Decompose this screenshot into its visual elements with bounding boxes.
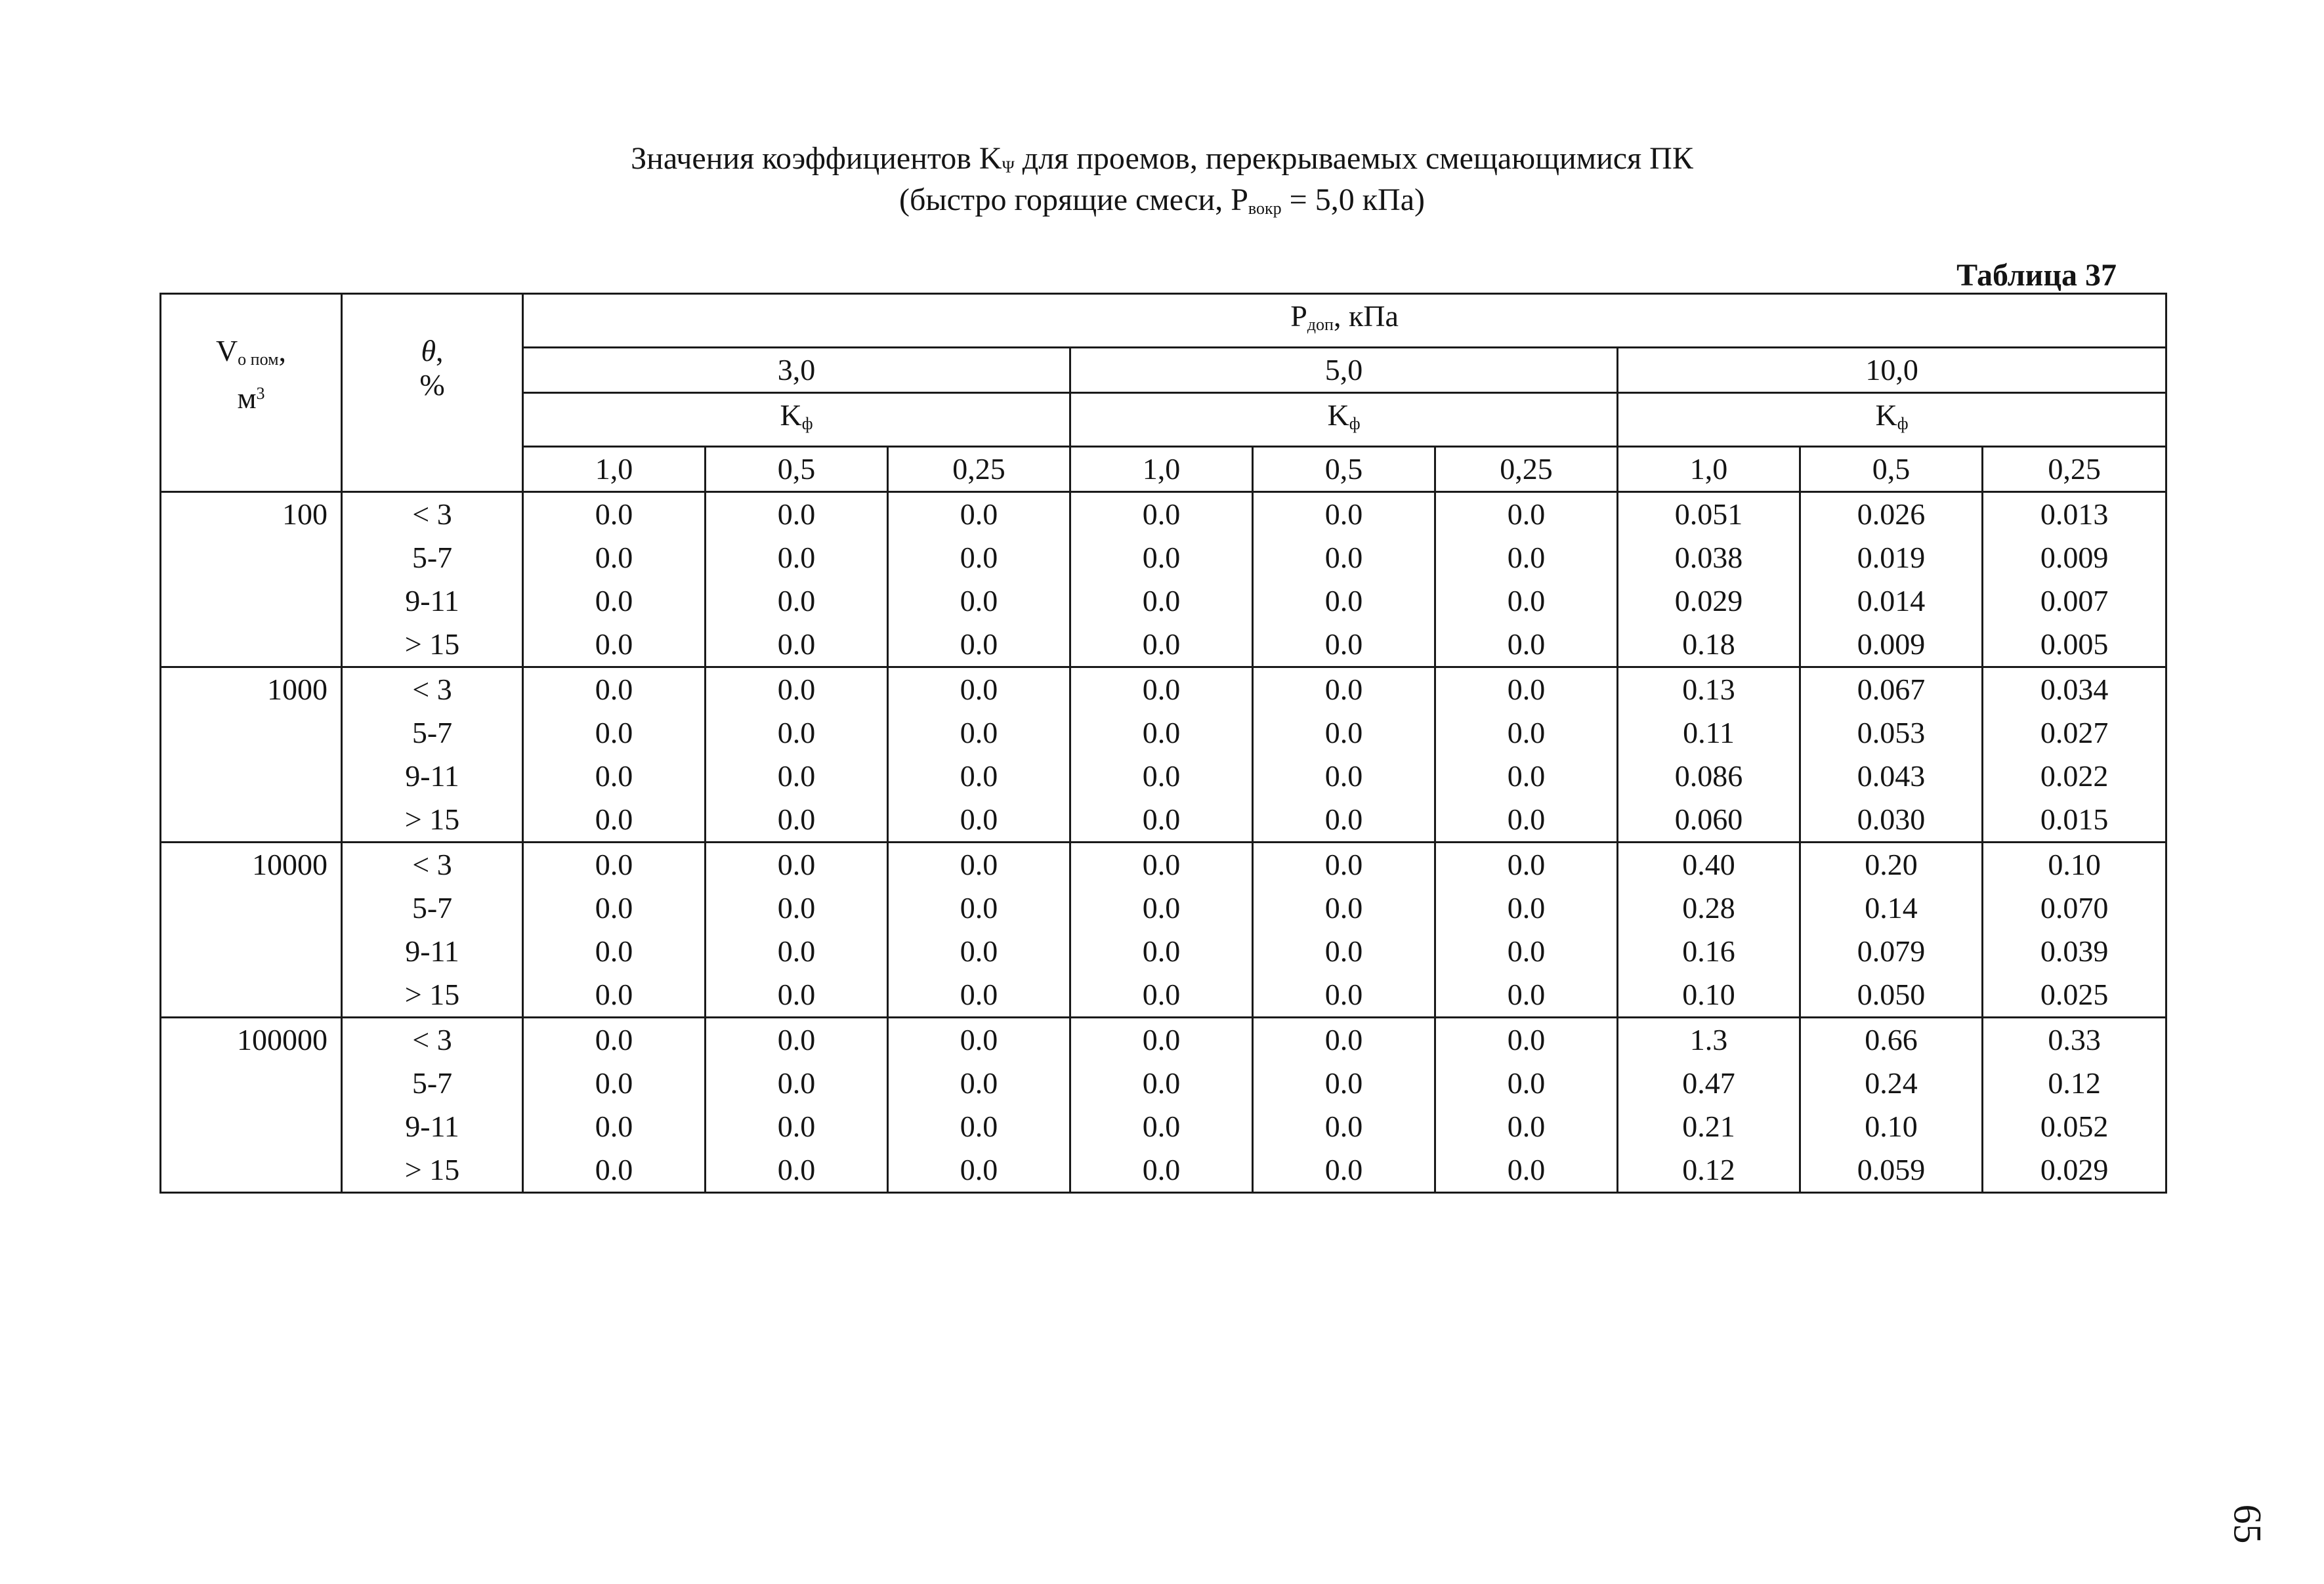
coefficient-value: 0.060 [1674,802,1743,836]
pressure-header-subscript: доп [1307,315,1334,334]
coefficient-value: 0.0 [595,1153,633,1186]
theta-value: 5-7 [412,716,453,749]
coefficient-value: 0.0 [960,627,998,661]
coefficient-value: 0.014 [1857,584,1926,617]
k-value-header: 0,25 [1983,447,2166,492]
volume-header-unit-exponent: 3 [256,384,265,403]
title-line-1-text: Значения коэффициентов K [631,141,1002,176]
coefficient-value: 0.24 [1865,1066,1918,1100]
coefficient-value: 0.0 [1142,891,1181,925]
coefficient-value: 0.0 [595,802,633,836]
coefficient-value: 0.0 [595,716,633,749]
coefficient-value: 0.0 [1142,848,1181,881]
coefficient-cell [706,667,888,843]
coefficient-value: 0.0 [1142,1153,1181,1186]
coefficient-value: 0.0 [1324,541,1363,574]
coefficient-value: 0.0 [1507,978,1546,1011]
coefficient-value: 0.0 [777,891,816,925]
coefficient-value: 0.0 [1507,802,1546,836]
coefficient-value: 0.0 [1142,673,1181,706]
coefficient-value: 0.030 [1857,802,1926,836]
coefficient-value: 0.0 [1507,891,1546,925]
theta-value: 5-7 [412,541,453,574]
coefficient-value: 0.0 [777,1153,816,1186]
coefficient-value: 0.0 [1142,716,1181,749]
coefficient-value: 0.0 [595,848,633,881]
coefficient-value: 0.0 [1324,848,1363,881]
coefficient-value: 0.0 [960,1153,998,1186]
theta-value: 5-7 [412,1066,453,1100]
theta-value: > 15 [404,978,460,1011]
coefficient-cell [1070,667,1253,843]
coefficient-cell [1435,492,1618,667]
title-line-1-rest: для проемов, перекрываемых смещающимися ПК [1014,141,1693,176]
pressure-header-symbol: P [1290,299,1307,333]
coefficient-value: 0.28 [1682,891,1735,925]
coefficient-cell [1253,492,1435,667]
coefficient-value: 0.12 [2048,1066,2101,1100]
coefficient-cell [888,492,1070,667]
k-value-header: 1,0 [1618,447,1800,492]
table-header [161,294,2166,492]
coefficient-value: 0.0 [777,848,816,881]
theta-value: > 15 [404,627,460,661]
coefficient-cell [1800,667,1983,843]
coefficient-cell [1253,843,1435,1018]
coefficient-value: 0.0 [777,1110,816,1143]
k-label-header [1070,393,1618,447]
coefficient-value: 0.20 [1865,848,1918,881]
coefficient-cell [1435,667,1618,843]
coefficient-value: 0.0 [960,1023,998,1056]
coefficient-value: 0.0 [595,673,633,706]
volume-column-header [161,294,342,492]
coefficient-cell [888,1018,1070,1193]
coefficient-value: 0.059 [1857,1153,1926,1186]
theta-cell [342,843,523,1018]
title-line-2 [0,180,2324,228]
volume-header-subscript: о пом [238,350,279,369]
coefficient-value: 0.10 [2048,848,2101,881]
pressure-value-header: 3,0 [523,348,1070,393]
coefficient-value: 0.0 [960,673,998,706]
coefficient-cell [888,667,1070,843]
coefficient-value: 0.0 [1324,978,1363,1011]
coefficient-value: 0.0 [960,1110,998,1143]
k-header-subscript: ф [1349,414,1361,433]
coefficient-value: 0.0 [777,978,816,1011]
coefficient-value: 0.0 [595,978,633,1011]
coefficient-cell [888,843,1070,1018]
coefficient-value: 0.038 [1674,541,1743,574]
coefficient-value: 0.12 [1682,1153,1735,1186]
coefficient-value: 0.086 [1674,759,1743,793]
table-row [161,1018,2166,1193]
table-number-label: Таблица 37 [1956,258,2117,293]
coefficient-value: 0.47 [1682,1066,1735,1100]
coefficient-value: 0.0 [777,716,816,749]
k-header-subscript: ф [1897,414,1909,433]
coefficient-value: 0.0 [1142,541,1181,574]
coefficient-value: 0.0 [1507,673,1546,706]
coefficient-value: 0.0 [960,1066,998,1100]
coefficient-cell [1618,667,1800,843]
coefficient-value: 0.029 [1674,584,1743,617]
k-value-header: 0,25 [888,447,1070,492]
coefficient-value: 0.13 [1682,673,1735,706]
volume-value: 100000 [237,1023,327,1056]
coefficient-value: 0.0 [777,1066,816,1100]
coefficient-cell [1618,843,1800,1018]
theta-value: 9-11 [405,934,459,968]
coefficient-value: 0.14 [1865,891,1918,925]
coefficient-value: 0.0 [1324,673,1363,706]
coefficient-value: 0.0 [1324,934,1363,968]
coefficient-value: 0.0 [960,759,998,793]
coefficient-value: 0.022 [2040,759,2109,793]
coefficient-value: 0.0 [777,934,816,968]
coefficient-cell [1070,843,1253,1018]
coefficient-value: 0.0 [1324,759,1363,793]
coefficient-value: 0.067 [1857,673,1926,706]
coefficient-value: 0.005 [2040,627,2109,661]
coefficient-value: 0.0 [1507,1066,1546,1100]
coefficient-value: 0.0 [1324,1066,1363,1100]
pressure-group-header [523,294,2166,348]
coefficient-value: 0.015 [2040,802,2109,836]
coefficient-cell [1070,492,1253,667]
coefficient-value: 0.0 [1324,1153,1363,1186]
theta-value: 5-7 [412,891,453,925]
theta-value: 9-11 [405,759,459,793]
coefficient-value: 0.0 [777,497,816,531]
coefficient-value: 0.0 [1324,497,1363,531]
coefficient-cell [1983,667,2166,843]
theta-value: < 3 [412,1023,452,1056]
pressure-value-header: 10,0 [1618,348,2166,393]
theta-cell [342,1018,523,1193]
title-line-2-subscript: вокр [1248,199,1282,218]
coefficient-cell [1983,492,2166,667]
coefficient-value: 0.0 [1507,848,1546,881]
coefficient-cell [706,1018,888,1193]
coefficient-value: 0.0 [1142,1066,1181,1100]
coefficient-value: 0.0 [777,759,816,793]
coefficient-value: 0.043 [1857,759,1926,793]
volume-cell [161,492,342,667]
coefficient-value: 0.0 [595,759,633,793]
theta-value: < 3 [412,673,452,706]
table-body [161,492,2166,1193]
coefficient-value: 0.10 [1682,978,1735,1011]
coefficient-value: 0.0 [960,934,998,968]
coefficient-value: 0.0 [595,1023,633,1056]
volume-cell [161,843,342,1018]
coefficient-value: 0.0 [595,497,633,531]
coefficient-cell [1070,1018,1253,1193]
coefficient-value: 0.0 [1324,1023,1363,1056]
volume-value: 1000 [267,673,327,706]
coefficient-cell [523,843,706,1018]
coefficient-value: 0.009 [1857,627,1926,661]
volume-value: 100 [282,497,327,531]
coefficient-value: 0.21 [1682,1110,1735,1143]
coefficient-value: 0.0 [1142,802,1181,836]
volume-header-comma: , [278,334,287,367]
coefficient-value: 0.0 [1507,934,1546,968]
coefficient-cell [523,492,706,667]
coefficient-value: 0.10 [1865,1110,1918,1143]
coefficient-cell [1983,1018,2166,1193]
coefficient-value: 0.019 [1857,541,1926,574]
coefficient-value: 0.0 [1324,584,1363,617]
coefficient-value: 0.051 [1674,497,1743,531]
table-row [161,667,2166,843]
coefficient-cell [1618,1018,1800,1193]
coefficient-value: 0.0 [1507,1023,1546,1056]
theta-cell [342,667,523,843]
coefficient-value: 0.66 [1865,1023,1918,1056]
coefficient-cell [523,1018,706,1193]
coefficient-value: 0.039 [2040,934,2109,968]
theta-value: 9-11 [405,1110,459,1143]
coefficient-value: 0.0 [1324,1110,1363,1143]
coefficient-value: 0.0 [1142,1110,1181,1143]
theta-header-symbol: θ [421,334,436,367]
coefficient-cell [1983,843,2166,1018]
theta-value: < 3 [412,497,452,531]
coefficient-value: 0.007 [2040,584,2109,617]
coefficient-cell [523,667,706,843]
coefficient-value: 0.0 [1142,627,1181,661]
coefficient-value: 0.11 [1683,716,1735,749]
coefficient-cell [1435,1018,1618,1193]
coefficient-value: 0.027 [2040,716,2109,749]
k-label-header [1618,393,2166,447]
coefficient-value: 0.0 [1507,627,1546,661]
coefficient-cell [1253,1018,1435,1193]
coefficient-value: 0.0 [1507,497,1546,531]
coefficient-value: 0.0 [595,934,633,968]
coefficient-value: 0.009 [2040,541,2109,574]
k-label-header [523,393,1070,447]
k-value-header: 0,5 [1253,447,1435,492]
coefficient-value: 0.0 [777,541,816,574]
coefficient-table [159,293,2167,1194]
page-number: 65 [2226,1504,2270,1544]
coefficient-value: 0.0 [777,627,816,661]
title-line-1-subscript: Ψ [1002,157,1015,177]
theta-value: > 15 [404,802,460,836]
coefficient-value: 0.0 [777,802,816,836]
volume-header-symbol: V [215,334,238,367]
coefficient-value: 1.3 [1689,1023,1728,1056]
theta-column-header [342,294,523,492]
k-header-symbol: K [1875,398,1897,432]
coefficient-value: 0.050 [1857,978,1926,1011]
k-header-subscript: ф [801,414,813,433]
coefficient-value: 0.0 [595,627,633,661]
coefficient-value: 0.0 [1142,497,1181,531]
coefficient-value: 0.0 [1142,759,1181,793]
coefficient-value: 0.079 [1857,934,1926,968]
coefficient-cell [1253,667,1435,843]
coefficient-value: 0.0 [960,802,998,836]
coefficient-value: 0.16 [1682,934,1735,968]
coefficient-value: 0.0 [960,584,998,617]
volume-cell [161,667,342,843]
coefficient-value: 0.0 [777,1023,816,1056]
coefficient-value: 0.0 [595,1066,633,1100]
coefficient-value: 0.0 [595,1110,633,1143]
coefficient-value: 0.18 [1682,627,1735,661]
table-row [161,843,2166,1018]
coefficient-value: 0.40 [1682,848,1735,881]
coefficient-value: 0.0 [595,541,633,574]
coefficient-value: 0.0 [1507,1110,1546,1143]
coefficient-value: 0.0 [1507,759,1546,793]
coefficient-value: 0.0 [960,891,998,925]
coefficient-value: 0.0 [595,891,633,925]
coefficient-value: 0.0 [1142,1023,1181,1056]
coefficient-value: 0.052 [2040,1110,2109,1143]
coefficient-value: 0.0 [1324,716,1363,749]
coefficient-value: 0.0 [595,584,633,617]
coefficient-value: 0.0 [1142,978,1181,1011]
coefficient-value: 0.0 [1507,716,1546,749]
k-header-symbol: K [1327,398,1349,432]
coefficient-value: 0.026 [1857,497,1926,531]
theta-value: < 3 [412,848,452,881]
coefficient-value: 0.029 [2040,1153,2109,1186]
coefficient-value: 0.0 [1142,934,1181,968]
coefficient-cell [1800,843,1983,1018]
coefficient-value: 0.0 [960,978,998,1011]
theta-header-unit: % [419,368,445,402]
coefficient-value: 0.0 [1324,891,1363,925]
coefficient-cell [1800,1018,1983,1193]
coefficient-value: 0.013 [2040,497,2109,531]
coefficient-value: 0.0 [960,541,998,574]
coefficient-value: 0.0 [1142,584,1181,617]
coefficient-value: 0.0 [960,848,998,881]
coefficient-value: 0.33 [2048,1023,2101,1056]
theta-header-comma: , [436,334,444,367]
coefficient-cell [706,843,888,1018]
coefficient-cell [1435,843,1618,1018]
pressure-value-header: 5,0 [1070,348,1618,393]
coefficient-value: 0.0 [1507,584,1546,617]
k-value-header: 1,0 [1070,447,1253,492]
table-row [161,492,2166,667]
theta-cell [342,492,523,667]
coefficient-cell [706,492,888,667]
pressure-header-unit: , кПа [1333,299,1399,333]
title-line-2-rest: = 5,0 кПа) [1281,182,1425,217]
coefficient-value: 0.053 [1857,716,1926,749]
k-header-symbol: K [780,398,802,432]
coefficient-cell [1800,492,1983,667]
coefficient-cell [1618,492,1800,667]
coefficient-value: 0.0 [1507,541,1546,574]
k-value-header: 0,25 [1435,447,1618,492]
coefficient-value: 0.0 [1507,1153,1546,1186]
theta-value: > 15 [404,1153,460,1186]
coefficient-value: 0.0 [777,584,816,617]
volume-cell [161,1018,342,1193]
k-value-header: 0,5 [706,447,888,492]
volume-header-unit: м [237,381,257,415]
volume-value: 10000 [252,848,327,881]
theta-value: 9-11 [405,584,459,617]
coefficient-value: 0.0 [1324,627,1363,661]
coefficient-value: 0.025 [2040,978,2109,1011]
coefficient-value: 0.0 [777,673,816,706]
coefficient-value: 0.034 [2040,673,2109,706]
coefficient-value: 0.0 [960,716,998,749]
k-value-header: 1,0 [523,447,706,492]
k-value-header: 0,5 [1800,447,1983,492]
coefficient-value: 0.0 [1324,802,1363,836]
title-line-2-text: (быстро горящие смеси, P [899,182,1248,217]
coefficient-value: 0.070 [2040,891,2109,925]
coefficient-value: 0.0 [960,497,998,531]
